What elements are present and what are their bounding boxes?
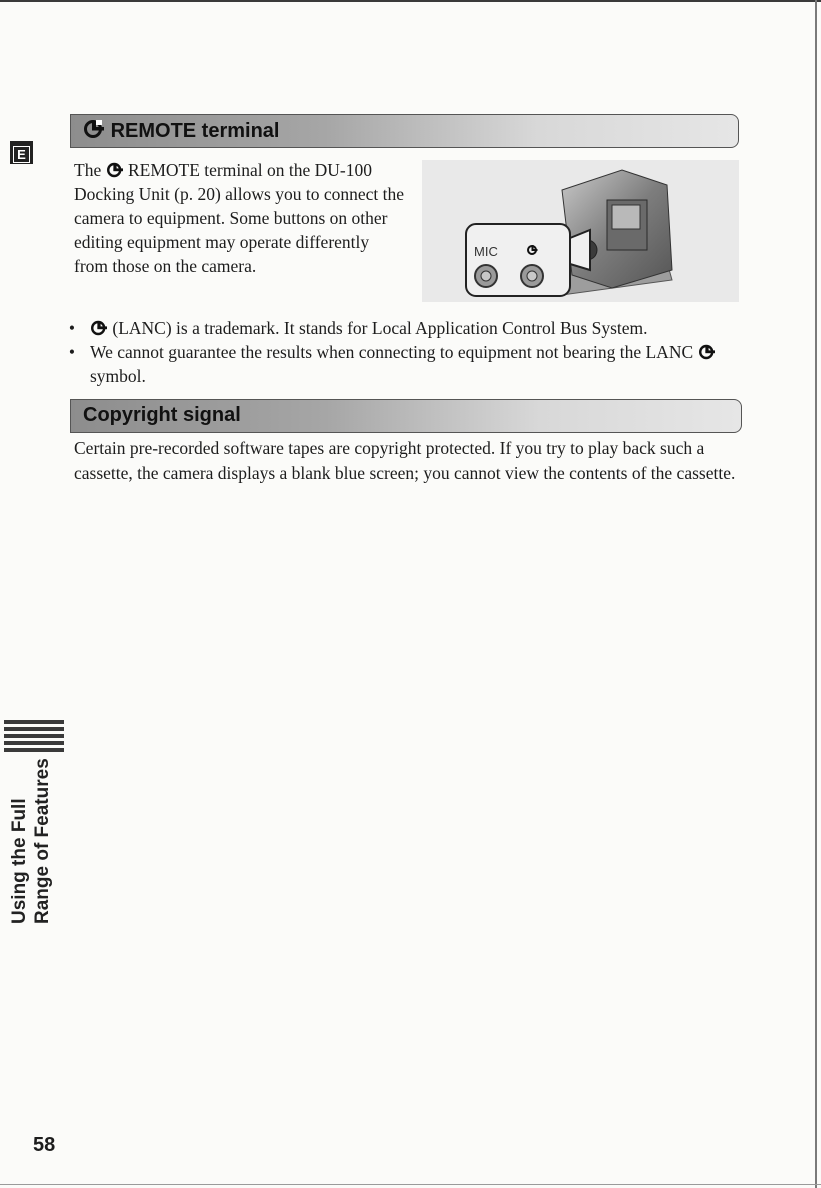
remote-terminal-title: REMOTE terminal (110, 120, 280, 142)
right-edge-rule (815, 0, 817, 1188)
chapter-side-label: Using the Full Range of Features (9, 758, 53, 924)
page-number: 58 (33, 1134, 56, 1156)
bottom-rule (0, 1184, 821, 1185)
docking-unit-photo (422, 160, 739, 302)
chapter-marker-bars (4, 720, 64, 755)
mic-jack-label: MIC (474, 244, 498, 259)
lanc-icon (698, 344, 716, 360)
lanc-notes (64, 316, 764, 388)
top-rule (0, 0, 821, 2)
lanc-icon (83, 119, 105, 139)
copyright-body: Certain pre-recorded software tapes are copyright protected. If you try to play back such a cassette, the camera displays a blank blue screen; you cannot view the contents of the cassette. (74, 438, 736, 483)
copyright-title: Copyright signal (83, 404, 241, 426)
lanc-icon (90, 320, 108, 336)
copyright-heading (70, 399, 742, 433)
remote-terminal-heading (70, 114, 739, 148)
list-item: • We cannot guarantee the results when connecting to equipment not bearing the LANC symbol. (64, 340, 764, 388)
remote-terminal-body: The REMOTE terminal on the DU-100 Docking Unit (p. 20) allows you to connect the camera to equipment. Some buttons on other editing equipment may operate differently from those on the camera. (74, 160, 405, 276)
language-tab: E (10, 141, 33, 164)
list-item: • (LANC) is a trademark. It stands for Local Application Control Bus System. (68, 318, 648, 338)
lanc-icon (106, 162, 124, 178)
